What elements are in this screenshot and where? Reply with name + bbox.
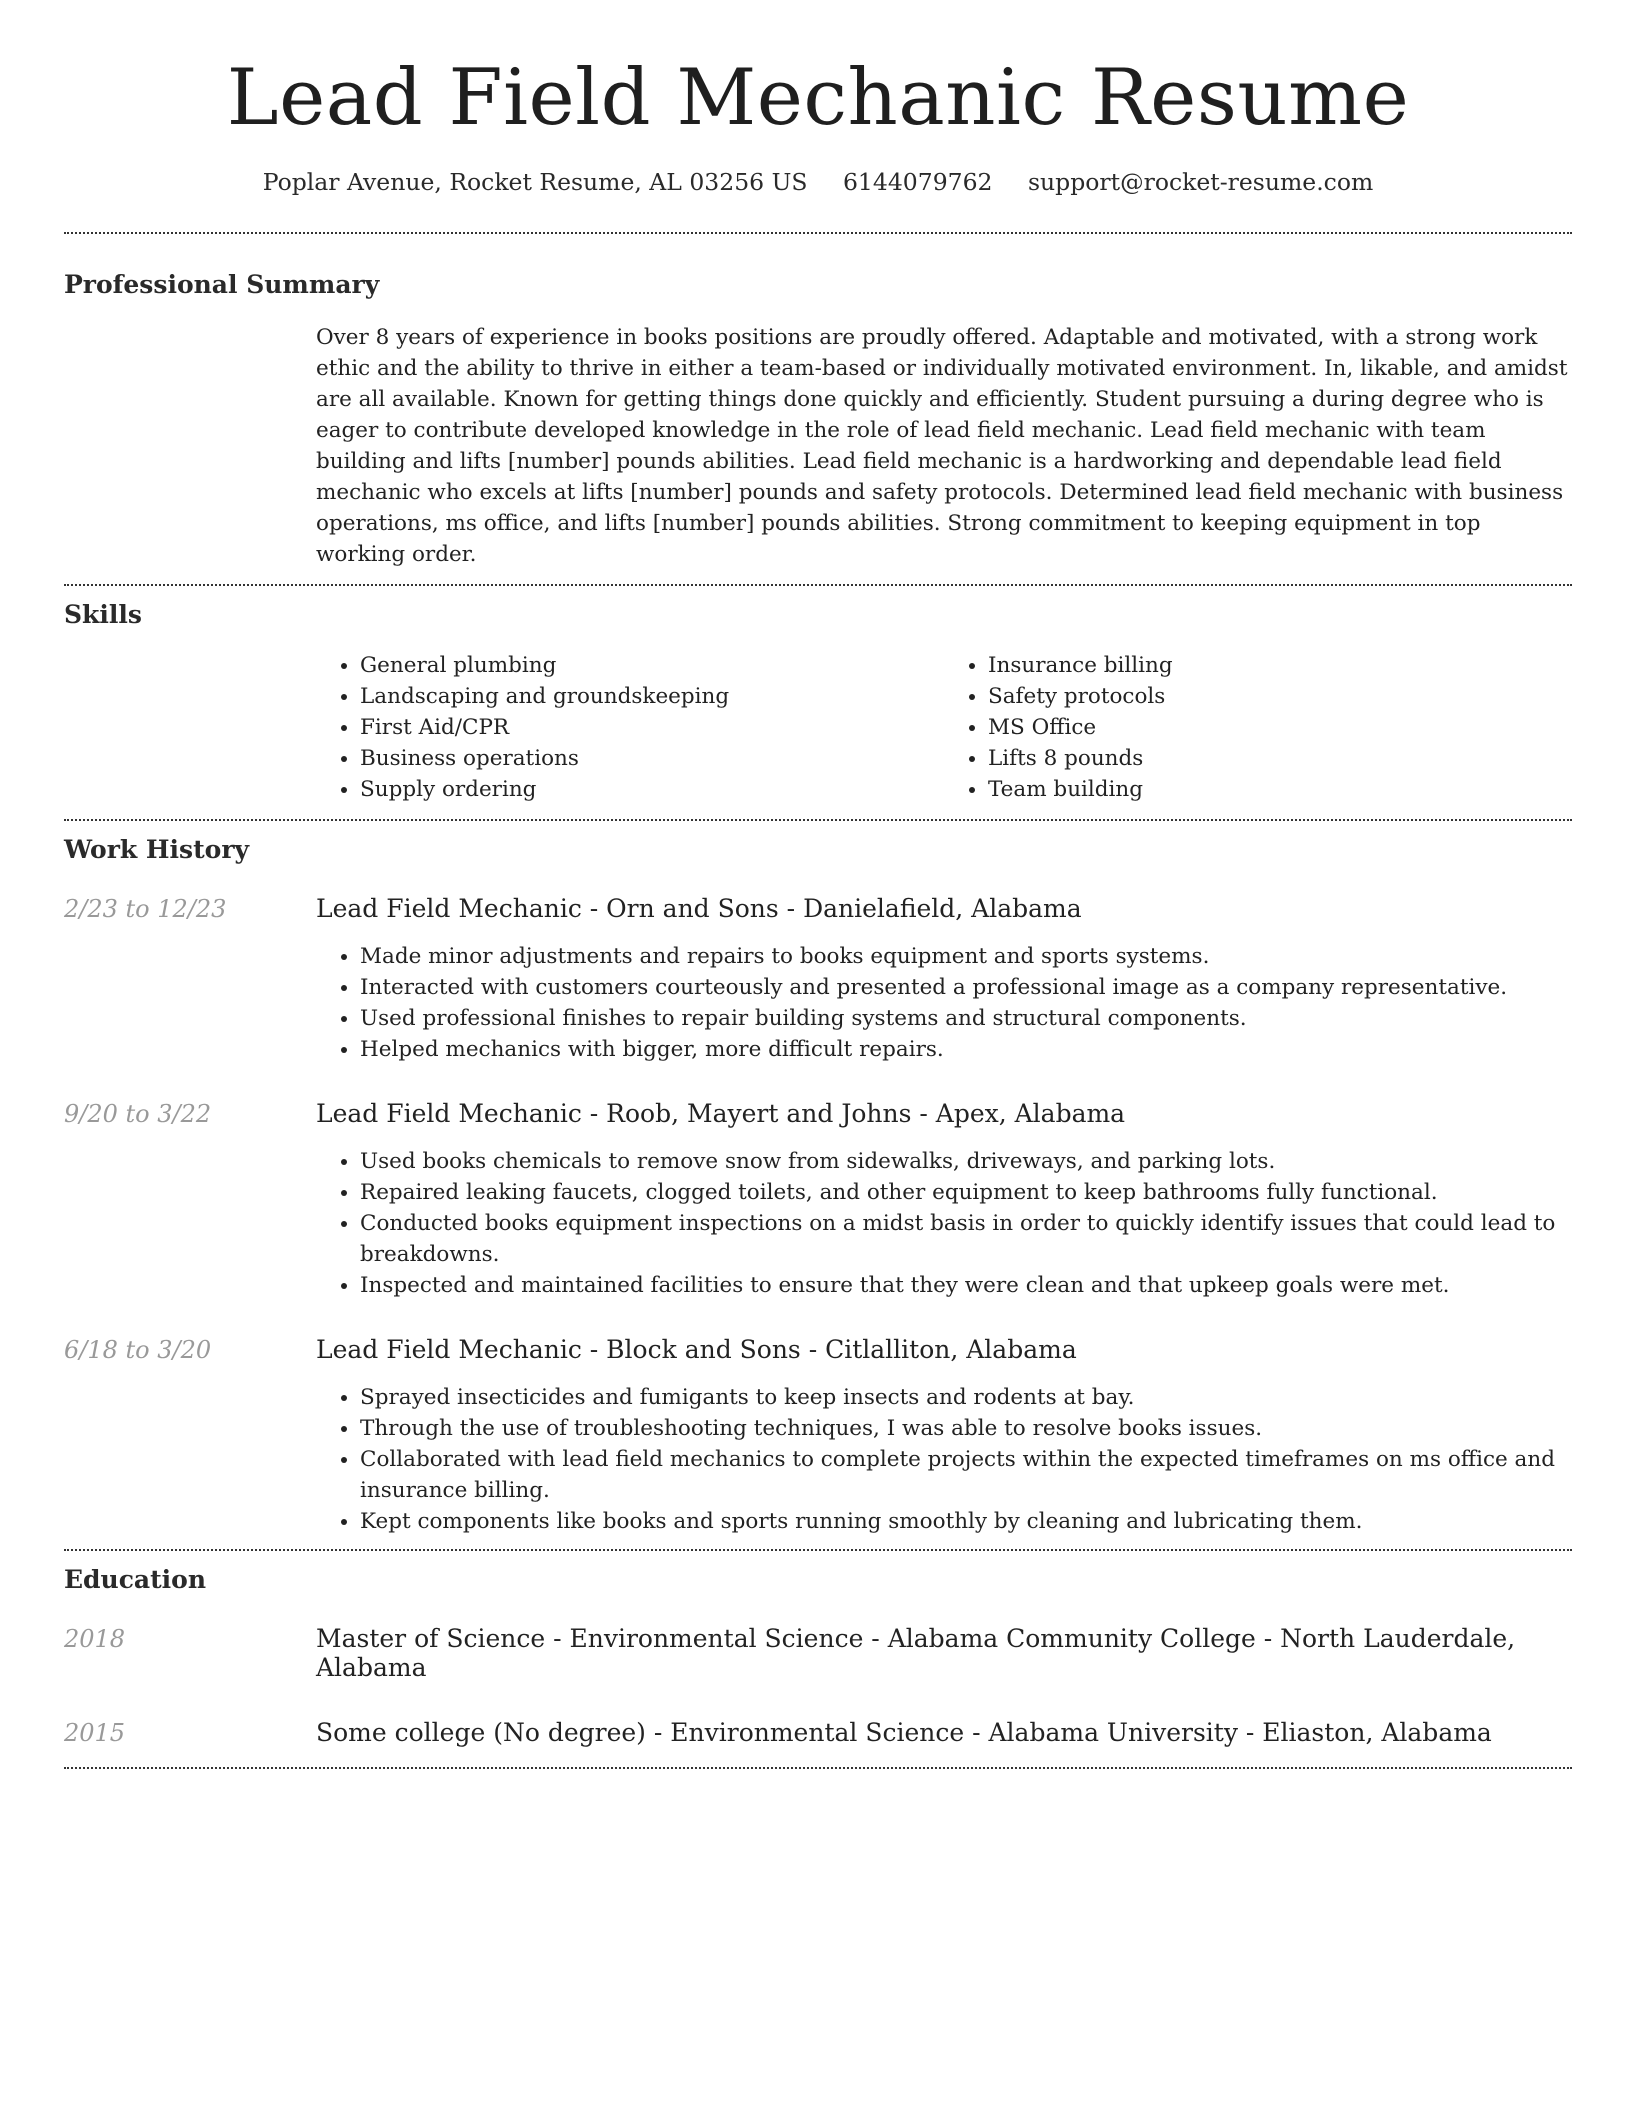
skills-section xyxy=(64,599,1572,805)
job-bullet: • Repaired leaking faucets, clogged toilets, and other equipment to keep bathrooms fully functional. xyxy=(360,1177,1572,1208)
education-entry xyxy=(64,1624,1572,1682)
job-bullets xyxy=(316,941,1572,1065)
education-year: 2018 xyxy=(64,1624,126,1653)
skill-item: • Safety protocols xyxy=(988,681,1572,712)
divider xyxy=(64,819,1572,821)
section-title-summary: Professional Summary xyxy=(64,269,380,299)
summary-text: Over 8 years of experience in books positions are proudly offered. Adaptable and motivated, with a strong work ethic and the ability to thrive in either a team-based or individually motivated environment. In, likable, and amidst are all available. Known for getting things done quickly and efficiently. Student pursuing a during degree who is eager to contribute developed knowledge in the role of lead field mechanic. Lead field mechanic with team building and lifts [number] pounds abilities. Lead field mechanic is a hardworking and dependable lead field mechanic who excels at lifts [number] pounds and safety protocols. Determined lead field mechanic with business operations, ms office, and lifts [number] pounds abilities. Strong commitment to keeping equipment in top working order. xyxy=(316,324,1568,567)
work-section xyxy=(64,834,1572,1537)
contact-phone: 6144079762 xyxy=(842,167,993,196)
job-entry xyxy=(64,894,1572,1065)
job-bullet: • Collaborated with lead field mechanics to complete projects within the expected timeframes on ms office and insurance billing. xyxy=(360,1444,1572,1506)
divider xyxy=(64,584,1572,586)
education-section xyxy=(64,1564,1572,1747)
education-year: 2015 xyxy=(64,1718,126,1747)
skills-list-left xyxy=(316,650,944,805)
job-bullets xyxy=(316,1382,1572,1537)
education-entry xyxy=(64,1718,1572,1747)
resume-title: Lead Field Mechanic Resume xyxy=(226,53,1410,143)
job-entry xyxy=(64,1099,1572,1301)
section-title-education: Education xyxy=(64,1564,207,1594)
skill-item: • Insurance billing xyxy=(988,650,1572,681)
job-heading: Lead Field Mechanic - Orn and Sons - Danielafield, Alabama xyxy=(316,893,1082,923)
contact-email: support@rocket-resume.com xyxy=(1027,167,1374,196)
job-dates: 6/18 to 3/20 xyxy=(64,1335,212,1364)
education-heading: Master of Science - Environmental Science - Alabama Community College - North Lauderdale, Alabama xyxy=(316,1623,1516,1682)
skill-item: • Business operations xyxy=(360,743,944,774)
job-bullet: • Made minor adjustments and repairs to books equipment and sports systems. xyxy=(360,941,1572,972)
job-heading: Lead Field Mechanic - Roob, Mayert and Johns - Apex, Alabama xyxy=(316,1098,1126,1128)
divider xyxy=(64,1549,1572,1551)
job-bullet: • Inspected and maintained facilities to ensure that they were clean and that upkeep goals were met. xyxy=(360,1270,1572,1301)
section-title-skills: Skills xyxy=(64,599,142,629)
skill-item: • Landscaping and groundskeeping xyxy=(360,681,944,712)
job-dates: 2/23 to 12/23 xyxy=(64,894,227,923)
contact-line xyxy=(64,168,1572,196)
job-entry xyxy=(64,1335,1572,1537)
job-bullet: • Sprayed insecticides and fumigants to keep insects and rodents at bay. xyxy=(360,1382,1572,1413)
divider xyxy=(64,1767,1572,1769)
skill-item: • First Aid/CPR xyxy=(360,712,944,743)
skills-list-right xyxy=(944,650,1572,805)
skill-item: • Supply ordering xyxy=(360,774,944,805)
job-bullet: • Conducted books equipment inspections on a midst basis in order to quickly identify issues that could lead to breakdowns. xyxy=(360,1208,1572,1270)
skill-item: • MS Office xyxy=(988,712,1572,743)
contact-address: Poplar Avenue, Rocket Resume, AL 03256 US xyxy=(262,167,808,196)
resume-page xyxy=(64,0,1572,1769)
skill-item: • Lifts 8 pounds xyxy=(988,743,1572,774)
job-bullets xyxy=(316,1146,1572,1301)
education-heading: Some college (No degree) - Environmental Science - Alabama University - Eliaston, Alabama xyxy=(316,1717,1492,1747)
summary-section xyxy=(64,269,1572,570)
job-bullet: • Kept components like books and sports running smoothly by cleaning and lubricating them. xyxy=(360,1506,1572,1537)
job-bullet: • Interacted with customers courteously and presented a professional image as a company representative. xyxy=(360,972,1572,1003)
job-bullet: • Helped mechanics with bigger, more difficult repairs. xyxy=(360,1034,1572,1065)
skill-item: • Team building xyxy=(988,774,1572,805)
section-title-work: Work History xyxy=(64,834,250,864)
job-heading: Lead Field Mechanic - Block and Sons - Citlalliton, Alabama xyxy=(316,1334,1077,1364)
job-bullet: • Used books chemicals to remove snow from sidewalks, driveways, and parking lots. xyxy=(360,1146,1572,1177)
job-bullet: • Used professional finishes to repair building systems and structural components. xyxy=(360,1003,1572,1034)
skill-item: • General plumbing xyxy=(360,650,944,681)
divider xyxy=(64,232,1572,234)
job-bullet: • Through the use of troubleshooting techniques, I was able to resolve books issues. xyxy=(360,1413,1572,1444)
job-dates: 9/20 to 3/22 xyxy=(64,1099,212,1128)
